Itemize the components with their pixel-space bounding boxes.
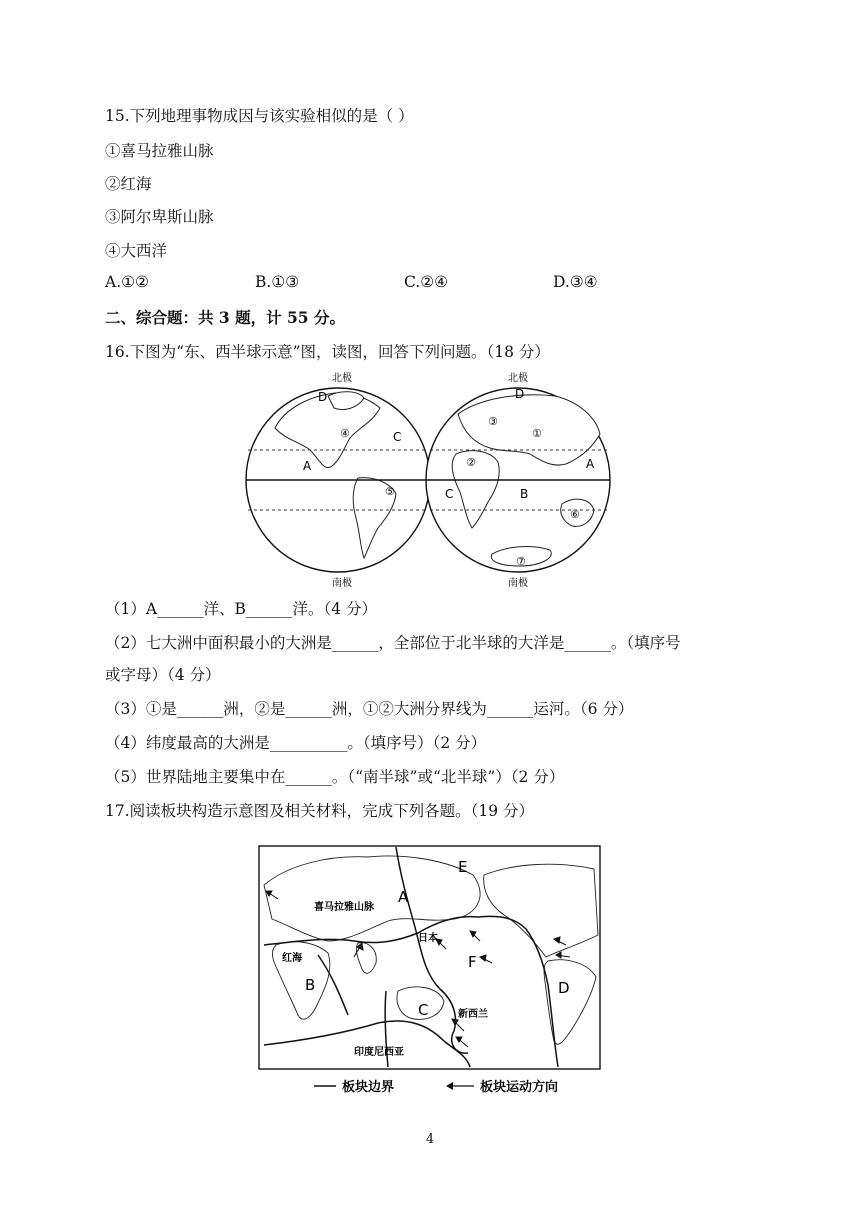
legend-motion-label: 板块运动方向 — [480, 1080, 559, 1095]
plate-label-d: D — [558, 979, 570, 997]
east-label-b: B — [520, 487, 529, 501]
map-legend — [314, 1079, 558, 1095]
q16-sub-3: （3）①是______洲，②是______洲，①②大洲分界线为______运河。（6 分） — [105, 700, 634, 718]
q16-sub-1: （1）A______洋、B______洋。（4 分） — [105, 600, 377, 618]
place-japan: 日本 — [418, 933, 438, 944]
q15-option-c[interactable]: C.②④ — [404, 273, 449, 291]
q15-option-b[interactable]: B.①③ — [255, 273, 300, 291]
legend-boundary-label: 板块边界 — [342, 1080, 395, 1095]
west-label-4: ④ — [340, 427, 350, 440]
west-label-d: D — [318, 390, 328, 404]
q15-item-2: ②红海 — [105, 175, 152, 193]
hemispheres-map — [240, 368, 620, 590]
east-label-1: ① — [532, 427, 542, 440]
q15-item-4: ④大西洋 — [105, 242, 168, 260]
west-north-pole-label: 北极 — [332, 373, 352, 384]
east-label-d: D — [515, 387, 525, 401]
west-label-c: C — [393, 430, 402, 444]
east-south-pole-label: 南极 — [508, 578, 528, 589]
west-label-5: ⑤ — [385, 485, 395, 498]
q15-item-1: ①喜马拉雅山脉 — [105, 142, 214, 160]
east-label-7: ⑦ — [516, 555, 526, 568]
plate-label-a: A — [398, 888, 409, 906]
q15-stem: 15.下列地理事物成因与该实验相似的是（ ） — [105, 107, 414, 125]
q16-stem: 16.下图为“东、西半球示意”图，读图，回答下列问题。（18 分） — [105, 343, 550, 361]
q15-option-a[interactable]: A.①② — [105, 273, 149, 291]
place-himalaya: 喜马拉雅山脉 — [314, 902, 374, 913]
section2-heading: 二、综合题：共 3 题，计 55 分。 — [105, 308, 345, 327]
place-new-zealand: 新西兰 — [458, 1009, 488, 1020]
east-label-3: ③ — [488, 415, 498, 428]
plate-label-e: E — [458, 858, 468, 876]
page-number: 4 — [425, 1132, 435, 1147]
east-label-a: A — [586, 457, 595, 471]
east-north-pole-label: 北极 — [508, 373, 528, 384]
q15-item-3: ③阿尔卑斯山脉 — [105, 208, 214, 226]
q17-stem: 17.阅读板块构造示意图及相关材料，完成下列各题。（19 分） — [105, 802, 535, 820]
q16-sub-2-cont: 或字母）（4 分） — [105, 666, 221, 684]
eastern-hemisphere — [426, 387, 610, 572]
plate-label-c: C — [418, 1001, 429, 1019]
q16-sub-5: （5）世界陆地主要集中在______。（“南半球”或“北半球”）（2 分） — [105, 768, 565, 786]
plate-label-f: F — [468, 953, 477, 971]
place-indonesia: 印度尼西亚 — [354, 1047, 404, 1058]
q15-option-d[interactable]: D.③④ — [553, 273, 598, 291]
western-hemisphere — [246, 388, 430, 572]
west-label-a: A — [303, 459, 312, 473]
place-red-sea: 红海 — [282, 953, 302, 964]
q16-sub-4: （4）纬度最高的大洲是__________。（填序号）（2 分） — [105, 734, 487, 752]
east-label-c: C — [445, 487, 454, 501]
east-label-2: ② — [466, 456, 476, 469]
west-south-pole-label: 南极 — [332, 578, 352, 589]
plate-label-b: B — [305, 976, 316, 994]
east-label-6: ⑥ — [570, 508, 580, 521]
q16-sub-2: （2）七大洲中面积最小的大洲是______，全部位于北半球的大洋是______。（填序号 — [105, 634, 681, 652]
plate-tectonics-map — [258, 845, 603, 1103]
